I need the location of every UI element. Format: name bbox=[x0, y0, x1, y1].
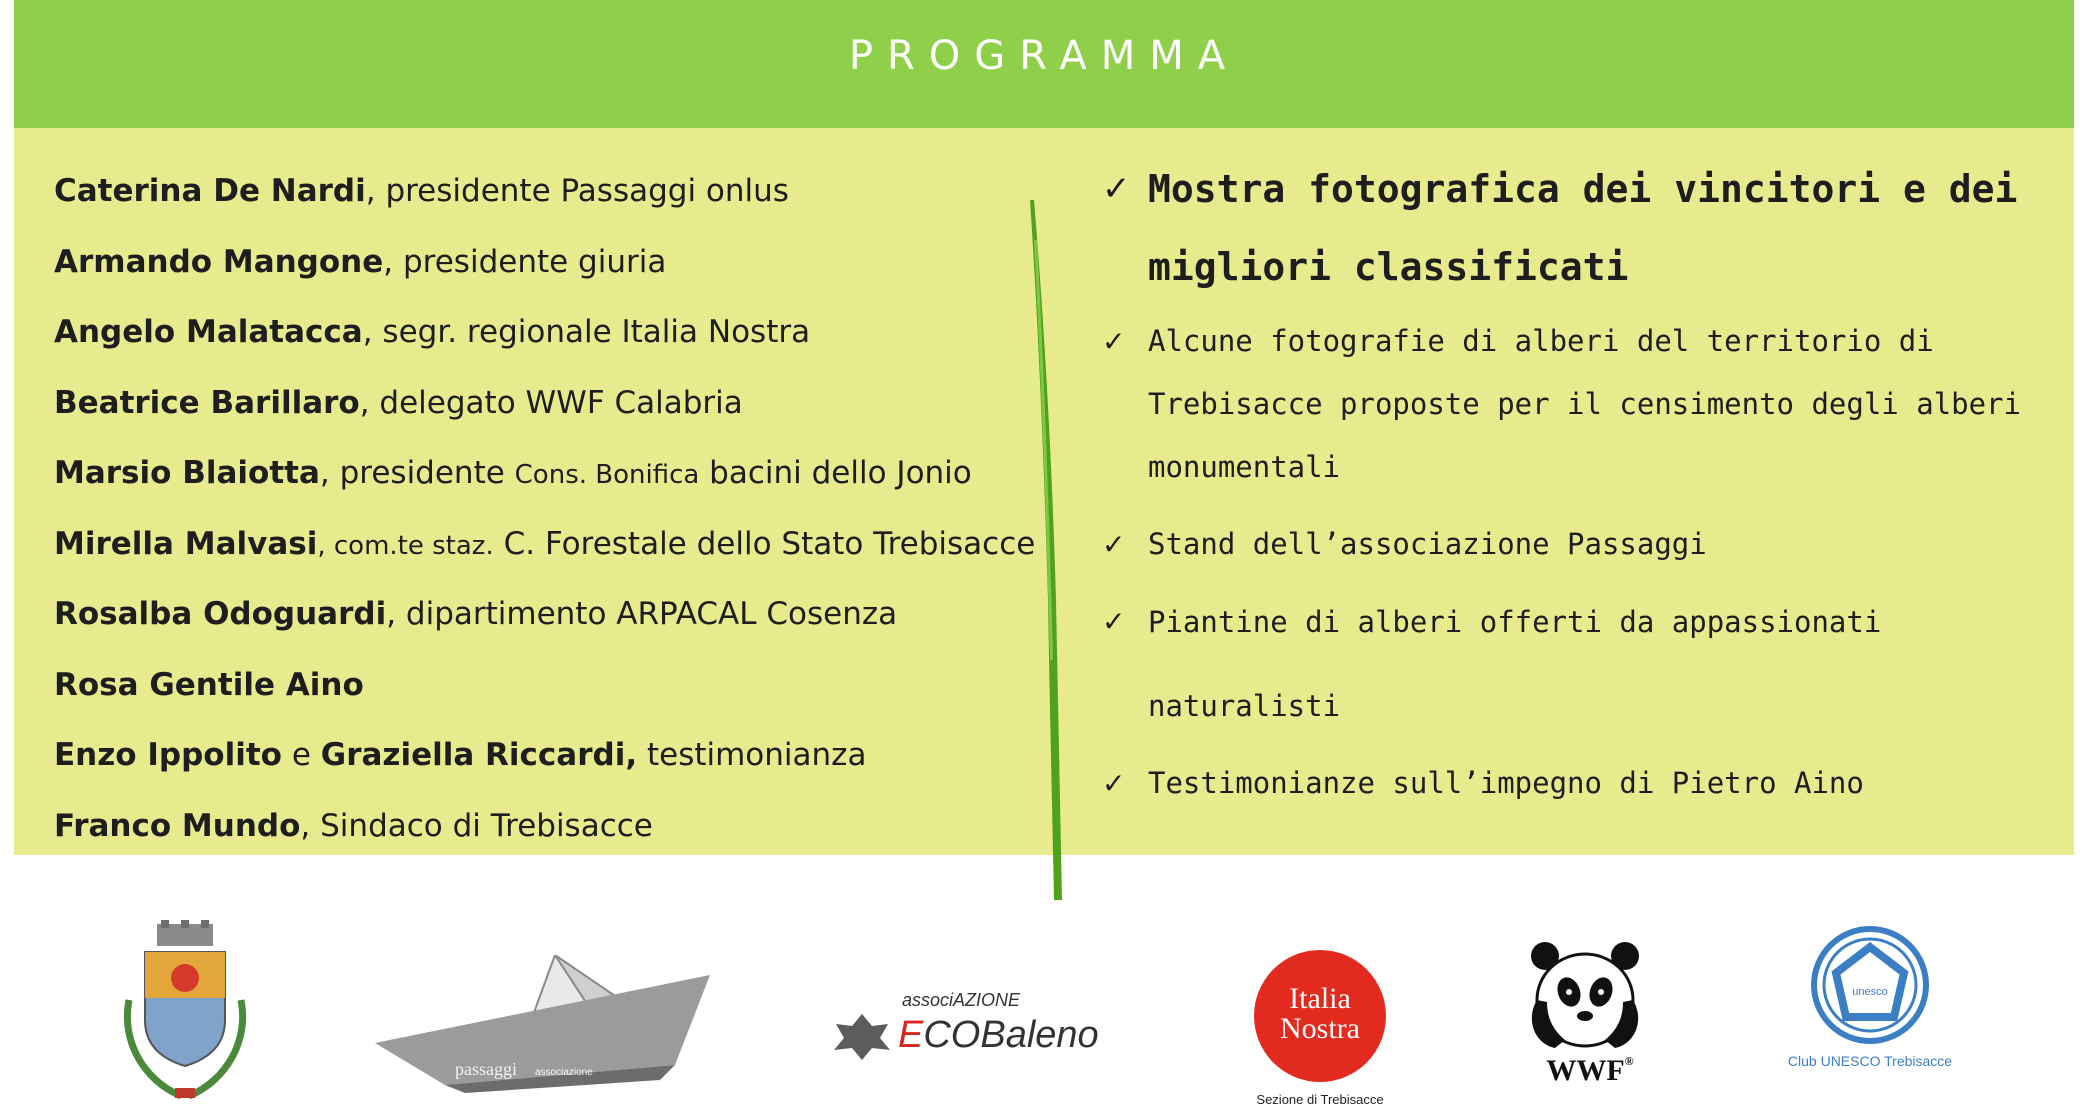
italia-nostra-logo bbox=[1240, 950, 1400, 1120]
wwf-text: WWF bbox=[1546, 1054, 1625, 1087]
speaker-role: , Sindaco di Trebisacce bbox=[300, 807, 653, 844]
speaker-role: , delegato WWF Calabria bbox=[359, 384, 743, 421]
checkmark-icon: ✓ bbox=[1102, 169, 1131, 209]
checkmark-icon: ✓ bbox=[1102, 605, 1126, 638]
brush-divider bbox=[1010, 200, 1070, 900]
header-banner bbox=[14, 0, 2074, 128]
wwf-logo bbox=[1525, 940, 1655, 1090]
speaker-item bbox=[54, 720, 1054, 791]
speaker-name: Rosalba Odoguardi bbox=[54, 596, 387, 632]
ecobaleno-text: COBaleno bbox=[923, 1014, 1099, 1056]
speaker-name: Caterina De Nardi bbox=[54, 173, 366, 209]
leaf-icon bbox=[832, 1012, 892, 1062]
program-item-text: Testimonianze sull’impegno di Pietro Aino bbox=[1148, 766, 1864, 800]
speaker-role: , presidente giuria bbox=[383, 243, 667, 280]
program-item-text: Piantine di alberi offerti da appassionati naturalisti bbox=[1148, 605, 1882, 723]
speaker-item bbox=[54, 438, 1054, 509]
speaker-item bbox=[54, 791, 1054, 862]
program-item-text: Stand dell’associazione Passaggi bbox=[1148, 527, 1707, 561]
italia-nostra-caption: Sezione di Trebisacce bbox=[1256, 1092, 1384, 1107]
checkmark-icon: ✓ bbox=[1102, 325, 1126, 358]
ecobaleno-main-text bbox=[898, 1014, 1099, 1057]
ecobaleno-logo bbox=[832, 990, 1112, 1070]
program-main-text: Mostra fotografica dei vincitori e dei migliori classificati bbox=[1148, 167, 2018, 289]
unesco-club-logo bbox=[1765, 925, 1975, 1105]
unesco-emblem-icon bbox=[1810, 925, 1930, 1045]
coat-of-arms-icon bbox=[115, 920, 255, 1105]
panda-icon bbox=[1525, 940, 1655, 1050]
speaker-item bbox=[54, 156, 1054, 227]
italia-nostra-line1: Italia bbox=[1289, 982, 1351, 1015]
speaker-item bbox=[54, 297, 1054, 368]
speaker-role: , presidente Passaggi onlus bbox=[365, 173, 789, 209]
program-item-text: Alcune fotografie di alberi del territorio di Trebisacce proposte per il censimento degli alberi monumentali bbox=[1148, 324, 2021, 484]
unesco-inner-text: unesco bbox=[1852, 986, 1888, 998]
italia-nostra-line2: Nostra bbox=[1280, 1012, 1360, 1045]
ecobaleno-top-text: associAZIONE bbox=[902, 990, 1021, 1010]
speaker-item bbox=[54, 650, 1054, 721]
speaker-name: Mirella Malvasi bbox=[54, 525, 318, 562]
program-item bbox=[1102, 752, 2062, 815]
speaker-role-abbrev: Cons. Bonifica bbox=[514, 460, 700, 490]
speaker-role: , dipartimento ARPACAL Cosenza bbox=[386, 596, 898, 632]
speaker-role: C. Forestale dello Stato Trebisacce bbox=[493, 525, 1036, 562]
speaker-item bbox=[54, 579, 1054, 650]
paper-boat-icon bbox=[375, 955, 710, 1095]
speaker-name: Graziella Riccardi, bbox=[320, 737, 638, 773]
unesco-caption: Club UNESCO Trebisacce bbox=[1787, 1053, 1953, 1069]
speaker-name: Angelo Malatacca bbox=[54, 314, 363, 350]
page-title: PROGRAMMA bbox=[848, 33, 1240, 79]
speaker-role: , segr. regionale Italia Nostra bbox=[362, 314, 811, 350]
speaker-name: Beatrice Barillaro bbox=[54, 384, 360, 421]
speaker-role: bacini dello Jonio bbox=[699, 455, 972, 491]
speaker-item bbox=[54, 368, 1054, 439]
program-item bbox=[1102, 310, 2062, 499]
speaker-role-abbrev: , com.te staz. bbox=[317, 530, 494, 561]
speaker-role: , presidente bbox=[319, 455, 515, 491]
sponsor-logos bbox=[0, 880, 2088, 1116]
checkmark-icon: ✓ bbox=[1102, 528, 1126, 561]
speaker-name: Armando Mangone bbox=[54, 243, 384, 280]
registered-mark: ® bbox=[1624, 1054, 1634, 1068]
program-item bbox=[1102, 580, 2062, 748]
program-item bbox=[1102, 513, 2062, 576]
speaker-item bbox=[54, 509, 1054, 580]
speakers-list bbox=[54, 156, 1054, 861]
program-item-main bbox=[1102, 150, 2062, 306]
speaker-name: Franco Mundo bbox=[54, 807, 301, 844]
checkmark-icon: ✓ bbox=[1102, 767, 1126, 800]
speaker-item bbox=[54, 227, 1054, 298]
speaker-name: Marsio Blaiotta bbox=[54, 455, 320, 491]
program-list bbox=[1102, 150, 2062, 815]
passaggi-logo-text: passaggi bbox=[455, 1059, 517, 1079]
speaker-name: Enzo Ippolito bbox=[54, 737, 282, 773]
ecobaleno-accent-letter: E bbox=[898, 1014, 924, 1056]
passaggi-logo-subtext: associazione bbox=[535, 1067, 593, 1078]
speaker-role: testimonianza bbox=[637, 737, 867, 773]
speaker-connector: e bbox=[281, 737, 321, 773]
speaker-name: Rosa Gentile Aino bbox=[54, 666, 364, 703]
